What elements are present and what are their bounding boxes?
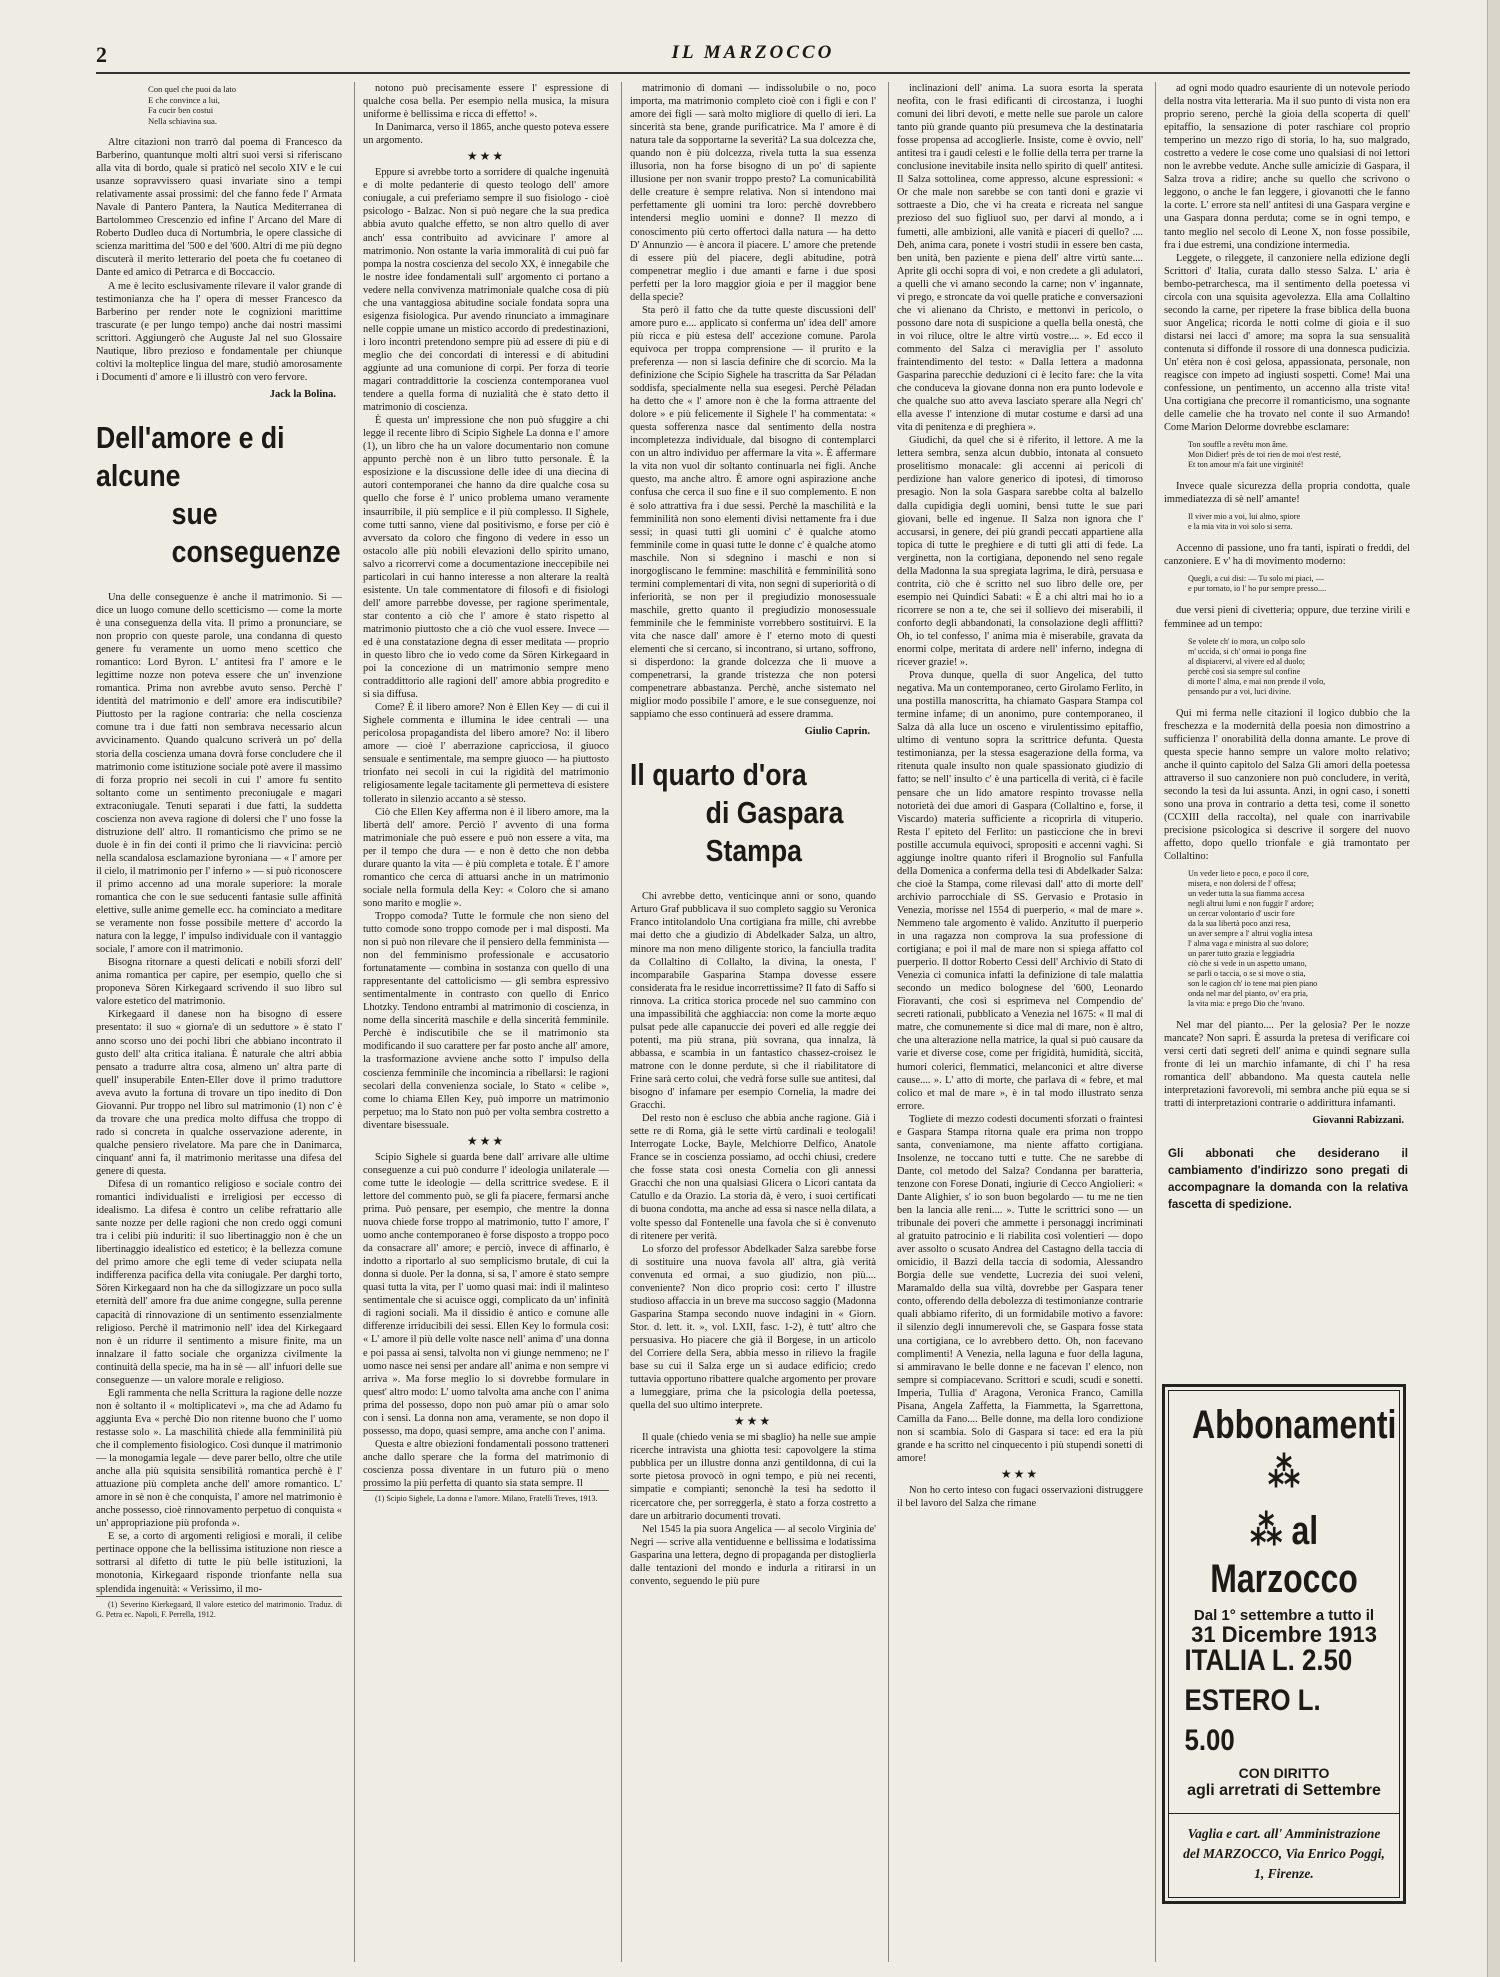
ad-frame xyxy=(1168,1390,1400,1898)
paragraph: Togliete di mezzo codesti documenti sforzati o fraintesi e Gaspara Stampa ritorna quale era prima non troppo santa, conveniamone, ma niente affatto cortigiana. Insolenze, ne toccano tutti e tutte. Che ne sarebbe di Dante, col metodo del Salza? Condanna per baratteria, tenzone con Forese Donati, ingiurie di Cecco Angiolieri: « Dante Alighier, s' io son buon begolardo — tu me ne tien ben la lancia alle reni.... ». Tutte le scrittrici sono — un tribunale dei poveri che ammette i personaggi incriminati al gratuito patrocinio e li riabilita così volentieri — dopo aver assolto o scusato Andrea del Castagno della taccia di omicidio, il Bazzi della taccia di sodomia, Alessandro Borgia delle sue vendette, Lucrezia dei suoi veleni, Maramaldo della sua viltà, dovrebbe per Gaspara tener conto, offerendo della debolezza di testimonianze contrarie quali abbiamo riferito, di un formidabile motivo a favore: il silenzio degli innumerevoli che, se Gaspara fosse stata una cortigiana, ce lo avrebbero detto. Oh, non facevano complimenti! A Venezia, nella laguna e fuor della laguna, si ammiravano le belle donne e ne facevan l' elenco, non sempre si compiacevano. Scrittori e scudi, scudi e sonetti. Imperia, Tullia d' Aragona, Veronica Franco, Camilla Pisana, Angela Zaffetta, la Fiammetta, la Sgarrettona, Camilla da Fano.... Belle donne, ma della loro condizione non si scambia. Solo di Gaspara si tace: ed era la più grande e ha scritto nel cinquecento i più stupendi sonetti di amore! xyxy=(897,1113,1143,1464)
paragraph: Prova dunque, quella di suor Angelica, del tutto negativa. Ma un contemporaneo, certo Girolamo Ferlito, in una postilla manoscritta, ha chiamato Gaspara Stampa col termine infame; di un anonimo, pure contemporaneo, il Salza dà alla luce un osceno e virulentissimo epitaffio, ultimo di ventuno sopra la scrittrice defunta. Questa testimonianza, per la stessa esagerazione della forma, va ritenuta quale insulto non quale spassionato giudizio di fatto; se nell' insulto c' è una particella di verità, ci è facile pensare che un lido amatore respinto trovasse nella notorietà dei due amori di Gaspara (Collaltino e, forse, il Viscardo) materia sufficiente a ricoprirla di vituperio. Resta l' epiteto del Ferlito: un pasticcione che in brevi postille accumula equivoci, spropositi e accenni vaghi. Si aggiunge inoltre quanto riferì il Brognolio sul Fanfulla della Domenica a conferma della tesi di Abdelkader Salza: che cioè la Stampa, come rilevasi dall' atto di morte dell' archivio parrocchiale di SS. Gervasio e Protasio in Venezia, morisse nel 1554 di puerperio, « mal de mare ». Nemmeno tale argomento è valido. Anzitutto il puerperio in una ragazza non comprova la sua professione di cortigiana; e poi il mal de mare non si spiega affatto col puerperio. Il dottor Roberto Cessi dell' Archivio di Stato di Venezia ci comunica infatti la definizione di tale malattia secondo un medico bolognese del '600, Leonardo Fioravanti, che così si esprimeva nel Compendio de' secreti rationali, pubblicato a Venezia nel 1675: « Il mal di matre, che comunemente si dice mal di mare, non è altro, che una alterazione nella matrice, la qual si può causare da varie et diverse cose, come per frigidità, humidità, siccità, humori colerici, flemmatici, melanconici et altre diverse cause.... ». L' atto di morte, che parlava di « febre, et mal colico et mal de mare », è in tal modo illustrato senza errore. xyxy=(897,670,1143,1112)
paragraph: Leggete, o rileggete, il canzoniere nella edizione degli Scrittori d' Italia, curata dallo stesso Salza. L' aria è bembo-petrarchesca, ma il sentimento della poetessa vi circola con una squisita agevolezza. Ella ama Collaltino secondo la carne, per ripetere la frase biblica della buona suor Angelica; ricorda le notti colme di gioia e il suo distarsi nei lacci d' amore; ma sopra la sua sensualità contenuta si diffonde il rossore di una donnesca pudicizia. Un' etèra non è così gelosa, appassionata, personale, non reagisce con impeto ad ingiusti sospetti. Come! Mai una confessione, un pentimento, un accenno alla triste vita! Una cortigiana che precorre il romanticismo, una sognante delle camelie che ha trovato nel conte il suo Armando! Come Marion Delorme dovrebbe esclamare: xyxy=(1164,252,1410,434)
footnote: (1) Severino Kierkegaard, Il valore estetico del matrimonio. Traduz. di G. Petra ec. Napoli, F. Perrella, 1912. xyxy=(96,1596,342,1620)
verse-quote: Ton souffle a revêtu mon âme. Mon Didier! près de toi rien de moi n'est resté, Et ton amour m'a fait une virginité! xyxy=(1188,440,1341,470)
paragraph: Una delle conseguenze è anche il matrimonio. Si — dice un luogo comune dello scetticismo — come la morte è una conseguenza della vita. Il primo a pronunciare, se non proprio con queste parole, una condanna di questo genere fu veramente un uomo meno scettico che romantico: Lord Byron. L' antitesi fra l' amore e le legittime nozze non poteva essere che un' invenzione romantica. Prima non avrebbe avuto senso. Perchè l' identità del matrimonio e dell' amore era indiscutibile? Piuttosto per la ragione contraria: che nella coscienza comune tra i due fatti non sembrava necessario alcun avvicinamento. Quando qualcuno scriverà un po' della storia della coscienza umana dovrà forse concludere che il matrimonio come istituzione sociale potè avere il massimo di forza proprio nei secoli in cui l' amore fu sentito soltanto come un sentimento preconiugale e magari extraconiugale. Tenuti separati i due fatti, la suddetta coscienza non aveva ragione di dolersi che l' uno fosse la distruzione dell' altro. Il romanticismo che primo se ne duole è in fin dei conti il primo che li riavvicina: perciò nella scandalosa esclamazione byroniana — « l' amore per il cielo, il matrimonio per l' inferno » — si può riconoscere il primo accenno ad una morale superiore: la morale romantica che con le sue seducenti fantasie sulle affinità elettive, sulle anime gemelle ecc. ha cominciato a meditare se veramente non fosse possibile mettere d' accordo la natura con la legge, l' impulso individuale con il vantaggio sociale, l' amore con il matrimonio. xyxy=(96,591,342,956)
verse-quote: Un veder lieto e poco, e poco il core, misera, e non dolersi de l' offesa; un veder tutta la sua fiamma accesa negli altrui lumi e non fuggir l' ardore; un cercar volontario d' uscir fore da la sua libertà poco anzi resa, un aver sempre a l' altrui voglia intesa l' alma vaga e ministra al suo dolore; un parer tutto grazia e leggiadria ciò che si vede in un aspetto umano, se parli o taccia, o se si move o stia, son le cagion ch' io tene mai pien piano onda nel mar del pianto, ov' era pria, la vita mia: e prego Dio che 'nvano. xyxy=(1188,869,1318,1009)
section-separator: ★★★ xyxy=(466,149,506,164)
paragraph: Lo sforzo del professor Abdelkader Salza sarebbe forse di sostituire una nuova favola all' altra, già verità convenuta ed ormai, a suo giudizio, non più.... conveniente? Non dico proprio così: certo l' illustre studioso affaccia in un breve ma succoso saggio (Madonna Gasparina Stampa secondo nuove indagini in « Giorn. Stor. d. lett. it. », vol. LXII, fasc. 1-2), è tutt' altro che persuasiva. Ho piacere che già il Borgese, in un articolo del Corriere della Sera, abbia messo in rilievo la fragile base su cui il Salza erge un sì audace edificio; credo tuttavia opportuno ribattere qualche argomento per provare a lumeggiare, prima che la psicologia della poetessa, quella del suo ultimo interprete. xyxy=(630,1243,876,1412)
paragraph: Invece quale sicurezza della propria condotta, quale immediatezza di sè nell' amante! xyxy=(1164,481,1410,506)
paragraph: Chi avrebbe detto, venticinque anni or sono, quando Arturo Graf pubblicava il suo completo saggio su Veronica Franco intitolandolo Una cortigiana fra mille, chi avrebbe mai detto che a giudizio di Abdelkader Salza, un altro, minore ma non meno diligente storico, la fanciulla tradita da Collaltino di Collalto, la divina, la onesta, l' incomparabile Gasparina Stampa dovesse essere considerata fra le residue incorrettissime? Il fato di Saffo si rinnova. La critica storica procede nel suo cammino con una impassibilità che agghiaccia: non come la morte æquo pulsat pede alle capanuccie dei poveri ed alle reggie dei potenti, ma più strana, più sovrana, qua innalza, là abbassa, e scambia in un fantastico chassez-croisez le matrone con le donne perdute, sì che il riabilitatore di Frine sarà certo colui, che vedrà forse sulle sue antitesi, dal bisogno d' infamare per esempio Cornelia, la madre dei Gracchi. xyxy=(630,891,876,1112)
page-edge xyxy=(1487,0,1500,1977)
paragraph: Nel mar del pianto.... Per la gelosia? Per le nozze mancate? Non sapri. È assurda la pretesa di verificare coi versi certi dati segreti dell' anima e quindi segnare sulla fronte di lei un marchio infamante, di chi l' ha resa romantica dell' abbandono. Ma questa cautela nelle interpretazioni favorevoli, mi sembra anche più equa se si tratti di interpretazioni contrarie o addirittura infamanti. xyxy=(1164,1020,1410,1110)
page-number: 2 xyxy=(96,42,107,67)
section-separator: ★★★ xyxy=(1000,1466,1040,1481)
headline-line-1: Il quarto d'ora xyxy=(630,757,807,793)
subscription-advertisement xyxy=(1162,1384,1406,1904)
ad-price-estero xyxy=(1169,1681,1367,1761)
paragraph: Sta però il fatto che da tutte queste discussioni dell' amore puro e.... applicato si conferma un' idea dell' amore più ricca e più estesa dell' accezione comune. Parola equivoca per troppa comprensione — il prurito e la preferenza — non si lascia definire che di scorcio. Ma la definizione che Scipio Sighele ha trascritta da Sar Péladan soddisfa, specialmente nella sua esegesi. Perchè Péladan ha detto che « l' amore non è che la forma attraente del dolore » e più felicemente il Sighele l' ha commentata: « questa sofferenza nasce dal sentimento della nostra incompletezza individuale, dal bisogno di contemplarci con un altro individuo per affermare la vita ». È affermare la vita non vuol dir soltanto continuarla nei figli. Anche questo, ma anche altro. È amore ogni aspirazione anche confusa che cerca il suo fine e il suo complemento. E non è solo attrattiva fra i due sessi. Perchè la maschilità e la femminilità non sono elementi divisi nettamente fra i due sessi; in quasi tutti gli uomini c' è qualche atomo femminile come in quasi tutte le donne c' è qualche atomo maschile. Non si sdegnino i maschi e non si inorgogliscano le femmine: maschilità e femminilità sono termini complementari di vita, non segni di superiorità o di inferiorità, se non per il pregiudizio monosessuale maschile, gretto quanto il pregiudizio monosessuale femminile che le femministe vorrebbero sostituirvi. E la vita che nasce dall' amore è l' eterno moto di questi elementi che si cercano, si incontrano, si urtano, soffrono, si disperdono: la grande dolcezza che li muove a compenetrarsi, la grande tristezza che non potersi compenetrare abbastanza. Perchè, anche sistemato nel miglior modo possibile l' amore, e le sue conseguenze, noi sappiamo che esso continuerà ad essere dramma. xyxy=(630,304,876,721)
paragraph: Del resto non è escluso che abbia anche ragione. Già i sette re di Roma, già le sette virtù cardinali e teologali! Interrogate Locke, Bayle, Melchiorre Delfico, Anatole France se in coscienza possiamo, ad occhi chiusi, credere che fosse stata così onesta Cornelia con gli annessi Gracchi che non una qualsiasi Glicera o Licori cantata da Catullo e da Orazio. La storia dà, è vero, i suoi certificati di buona condotta, ma anche ad essa si nasce nella dilata, a volte spesso dal Fontenelle una favola che si è convenuto di ritenere per verità. xyxy=(630,1113,876,1242)
article-headline xyxy=(630,756,875,870)
price-label: ESTERO L. xyxy=(1184,1684,1321,1718)
column-2 xyxy=(354,82,609,1962)
column-5 xyxy=(1155,82,1410,1962)
price-value: 5.00 xyxy=(1184,1724,1235,1758)
headline-line-1: Dell'amore e di alcune xyxy=(96,419,285,493)
ad-date: 31 Dicembre 1913 xyxy=(1191,1622,1377,1648)
ad-divider xyxy=(1169,1813,1399,1814)
column-4 xyxy=(888,82,1143,1962)
verse-quote: Il viver mio a voi, lui almo, spiore e la mia vita in voi solo si serra. xyxy=(1188,512,1301,532)
paragraph: Scipio Sighele si guarda bene dall' arrivare alle ultime conseguenze a cui può condurre l' ideologia unilaterale — come tutte le ideologie — della scrittrice svedese. E il lettore del commento può, se gli fa piacere, fermarsi anche prima. Può pensare, per esempio, che mentre la donna nuova chiede forse troppo al matrimonio, tutto l' amore, l' uomo anche contemporaneo è forse disposto a troppo poco da consacrare all' amore; e perciò, invece di affinarlo, è indotto a riportarlo al suo semplicismo brutale, di cui la donna si duole. Per la donna, si sa, l' amore è stato sempre quasi tutta la vita, per l' uomo quasi mai: indi il malinteso sentimentale che si acuisce oggi, complicato da un' infinità di ragioni sociali. Ma il dissidio è antico e comune alle differenze irriducibili dei sessi. Ellen Key lo formula così: « L' amore il più delle volte nasce nell' anima d' una donna e poi passa ai sensi, talvolta non vi giunge nemmeno; ne l' uomo nasce nei sensi per andare all' anima e non sempre vi arriva ». Ma forse meglio lo si dovrebbe formulare in quest' altro modo: L' uomo talvolta ama anche con l' anima prima del possesso, dopo non può amar più o amar solo con i sensi. La donna non ama, veramente, se non dopo il possesso, ma dopo, quasi sempre, ama anche con l' anima. xyxy=(363,1151,609,1437)
paragraph: Non ho certo inteso con fugaci osservazioni distruggere il bel lavoro del Salza che rimane xyxy=(897,1485,1143,1510)
column-3 xyxy=(621,82,876,1962)
paragraph: E se, a corto di argomenti religiosi e morali, il celibe pertinace oppone che la bellissima istituzione non riesce a sottrarsi al difetto di tutte le più belle istituzioni, la monotonia, Kirkegaard risponde trionfante nella sua splendida ingenuità: « Verissimo, il mo- xyxy=(96,1531,342,1595)
paragraph: due versi pieni di civetteria; oppure, due terzine virili e femminee ad un tempo: xyxy=(1164,605,1410,630)
subscriber-notice: Gli abbonati che desiderano il cambiamento d'indirizzo sono pregati di accompagnare la domanda con la relativa fascetta di spedizione. xyxy=(1168,1147,1408,1212)
paper-name: IL MARZOCCO xyxy=(671,42,835,63)
columns xyxy=(96,82,1410,1962)
masthead xyxy=(96,42,1410,68)
ad-arretrati: agli arretrati di Settembre xyxy=(1187,1782,1381,1800)
paragraph: Nel 1545 la pia suora Angelica — al secolo Virginia de' Negri — scrive alla ventiduenne e bellissima e lodatissima Gasparina una lettera, degno di propaganda per distoglierla dalle tentazioni del mondo e indurla a ritirarsi in un convento, seguendo le più pure xyxy=(630,1523,876,1587)
paragraph: matrimonio di domani — indissolubile o no, poco importa, ma matrimonio completo cioè con i figli e con l' amore dei figli — sarà molto migliore di quello di ieri. La sincerità sta bene, grande purificatrice. Ma l' amore è di natura tale da sopportarne la severità? La sua dolcezza che, quando non è più dolcezza, rivela tutta la sua essenza illusoria, non ha forse bisogno di un po' di sapiente illusione per non svanir troppo presto? La comunicabilità delle creature è sempre relativa. Non si intendono mai perfettamente gli uomini tra loro: perchè dovrebbero intendersi meglio uomini e donne? Il mezzo di conoscimento più certo offertoci dalla natura — ha detto D' Annunzio — è ancora il piacere. L' amore che pretende di essere più del piacere, degli abitudine, potrà compenetrar meglio i due amanti e farne i due sposi perfetti per la loro maggior gioia e per il maggior bene della specie? xyxy=(630,83,876,303)
paragraph: Questa e altre obiezioni fondamentali possono tratteneri anche dallo sperare che la forma del matrimonio di coscienza possa diventare in un futuro più o meno prossimo la più perfetta di quanto sia stata sempre. Il xyxy=(363,1438,609,1489)
section-separator: ★★★ xyxy=(466,1133,506,1148)
paragraph: Kirkegaard il danese non ha bisogno di essere presentato: il suo « giorna'e di un seduttore » è stato l' anno scorso uno dei pochi libri che abbiano incontrato il gusto dell' alta critica italiana. È naturale che altri abbia pensato a tradurre altra cosa, almeno un' altra parte di quell' insuperabile Enten-Eller dove il primo traduttore aveva avuto la fortuna di trovare un tipo inedito di Don Giovanni. Pur troppo nel libro sul matrimonio (1) non c' è da trovare che una predica molto diffusa che troppo di rado si concreta in qualche osservazione aderente, in qualche pensiero rivelatore. Ma pare che in Danimarca, cinquant' anni fa, il matrimonio meritasse una difesa del genere di questa. xyxy=(96,1009,342,1177)
ad-price-italia xyxy=(1169,1641,1367,1681)
price-value: 2.50 xyxy=(1302,1644,1353,1678)
headline-line-2: sue conseguenze xyxy=(171,495,341,569)
paragraph: Il quale (chiedo venia se mi sbaglio) ha nelle sue ampie ricerche intravista una ghiotta tesi: capovolgere la stima pubblica per un illustre donna anzi gentildonna, di cui la sorte pietosa provocò in ogni tempo, e più nei recenti, simpatie e compianti; senonchè la tesi ha sedotto il ricercatore che, per sorreggerla, è stato a forza costretto a dare un arbitrario documenti trovati. xyxy=(630,1432,876,1522)
paragraph: Giudichi, da quel che si è riferito, il lettore. A me la lettera sembra, senza alcun dubbio, intonata al consueto proselitismo monacale: gli accenni ai pericoli di perdizione han valore generico di ipotesi, di timoroso presagio. Non la sola Gaspara sarebbe colta al balzello dalla cupidigia degli uomini, bensì tutte le sue pari giovani, belle ed ingenue. Il Salza non ignora che l' accusarsi, in genere, dei più grandi peccati appartiene alla topica di tutte le preghiere e di tutti gli atti di fede. La verginetta, non la cortigiana, deponendo nel seno regale della Madonna la sua spregiata lagrima, le dirà, persuasa e contrita, ciò che è scritto nel suo libro delle ore, per esempio nei Quindici Sabati: « È a chi altri mai ho io a ricorrere se non a te, che sei il sollievo dei miserabili, il conforto degli abbandonati, la consolazione degli afflitti? Oh, io tel confesso, l' anima mia è miserabile, gravata da enormi colpe, meritata di ardere nell' inferno, indegna di ricever grazie! ». xyxy=(897,435,1143,669)
author-signature: Giovanni Rabizzani. xyxy=(1312,1115,1404,1127)
paragraph: Eppure si avrebbe torto a sorridere di qualche ingenuità e di molte pedanterie di questo teologo dell' amore coniugale, a cui preferiamo sempre il suo fisiologo - cioè psicologo - Balzac. Non si può negare che la sua predica abbia avuto qualche effetto, se non altro quello di aver anch' essa contribuito ad avvicinare l' amore al matrimonio. Non ostante la varia immoralità di cui può far pompa la nostra coscienza del secolo XX, è innegabile che le nostre idee fondamentali sull' argomento ci portano a vedere nella convivenza matrimoniale qualche cosa di più che una vantaggiosa abitudine sociale fondata sopra una esigenza fisiologica. Pur avendo rinunciato a immaginare nelle coppie umane un mistico accordo di predestinazioni, i loro incontri pretendono sempre più ad essere di più e di meglio che dei concordati di interessi e di abitudini aggiunte ad una comunione di corpi. Per forza di teorie magari contraddittorie la coscienza contemporanea vuol tendere a quella forma di nuzialità che è stato detto il matrimonio di coscienza. xyxy=(363,167,609,414)
verse-quote: Con quel che puoi da lato E che convince a lui, Fa cucir ben costui Nella schiavina sua. xyxy=(148,84,237,126)
verse-quote: Se volete ch' io mora, un colpo solo m' uccida, si ch' ormai io ponga fine al dispiacervi, al vivere ed al duolo; perchè così sia sempre sul confine di morte l' alma, e mai non prende il volo, pensando pur a voi, luci divine. xyxy=(1188,636,1326,696)
verse-quote: Quegli, a cui disi: — Tu solo mi piaci, — e pur tornato, io l' ho pur sempre presso.... xyxy=(1188,574,1327,594)
paragraph: A me è lecito esclusivamente rilevare il valor grande di testimonianza che ha l' opera di messer Francesco da Barberino per render note le cognizioni marittime trascurate (e per lungo tempo) anche dai nostri massimi scrittori. Aggiungerò che Auguste Jal nel suo Glossaire Nautique, libro prezioso e fondamentale per chiunque coltivi la molteplice lingua del mare, studiò amorosamente i Documenti d' amore e li illustrò con vero fervore. xyxy=(96,280,342,383)
column-1 xyxy=(96,82,342,1962)
author-signature: Giulio Caprin. xyxy=(804,726,870,738)
article-headline xyxy=(96,419,341,571)
paragraph: Altre citazioni non trarrò dal poema di Francesco da Barberino, quantunque molti altri suoi versi si riferiscano alla vita di bordo, quale si praticò nel secolo XIV e le cui usanze sopravvissero quasi invariate sino a tempi relativamente assai prossimi: del che fanno fede l' Armata Navale di Pantero Pantera, la Nautica Mediterranea di Bartolommeo Crescenzio ed infine l' Arcano del Mare di Roberto Dudleo duca di Nortumbria, le opere classiche di scienza marittima del '500 e del '600. Altri di me più degno discuterà il merito letterario del poeta che fu coetaneo di Dante ed amico di Petrarca e di Boccaccio. xyxy=(96,137,342,279)
paragraph: Bisogna ritornare a questi delicati e nobili sforzi dell' anima romantica per capire, per esempio, quello che si proponeva Sören Kirkegaard scrivendo il suo libro sul valore estetico del matrimonio. xyxy=(96,957,342,1008)
paragraph: Come? È il libero amore? Non è Ellen Key — di cui il Sighele commenta e illumina le idee centrali — una pericolosa propagandista del libero amore? No: il libero amore — cioè l' aberrazione capricciosa, il giuoco sensuale e sentimentale, ma sempre giuoco — ha piuttosto trionfato nei secoli in cui la rigidità del matrimonio religiosamente legale tacitamente gli permetteva di esistere tollerato in silenzio accanto a sè stesso. xyxy=(363,702,609,805)
paragraph: In Danimarca, verso il 1865, anche questo poteva essere un argomento. xyxy=(363,122,609,147)
author-signature: Jack la Bolina. xyxy=(269,388,336,400)
ad-period: Dal 1° settembre a tutto il xyxy=(1193,1607,1375,1624)
paragraph: ad ogni modo quadro esauriente di un notevole periodo della nostra vita letteraria. Ma il suo punto di vista non era proprio sereno, perchè la gioia della scoperta di quell' epitaffio, la sensazione di poter raschiare col proprio temperino un mezzo rigo di storia, lo ha, suo malgrado, costretto a vedere le cose come uno qualsiasi di noi lettori non le avrebbe vedute. Anche sulle amicizie di Gaspara, il Salza trova a ridire; anche su quello che scrivono o leggono, o anche le fan leggere, i giovanotti che le fanno la corte. L' errore sta nell' antitesi di una Gaspara vergine e una Gaspara donna perduta; come se in ogni tempo, e tanto meglio nel secolo di Leone X, non fosse possibile, fra i due estremi, una condizione intermedia. xyxy=(1164,83,1410,251)
paragraph: Difesa di un romantico religioso e sociale contro dei romantici individualisti e irreligiosi per eccesso di idealismo. La difesa è contro un celibe refrattario alle sante nozze per delle ragioni che non credo oggi comuni tra i celibi più induriti: il suo libertinaggio non è che un libertinaggio idealistico ed estetico; è la bellezza comune del primo amore che egli teme di veder sciupata nella indifferenza pacifica della vita coniugale. Per darghi torto, Sören Kirkegaard non ha che da sillogizzare un poco sulla eternità dell' amore fra due anime congegne, sulla perenne capacità di rinnovazione di un sentimento essenzialmente religioso. Perchè il matrimonio nell' idea del Kirkegaard non è un ridurre il sentimento a misure finite, ma un innalzare il fatto sociale che organizza civilmente la continuità della specie, ma ha in sè — all' infuori delle sue conseguenze — un valore morale e religioso. xyxy=(96,1179,342,1386)
paragraph: Ciò che Ellen Key afferma non è il libero amore, ma la libertà dell' amore. Perciò l' avvento di una forma matrimoniale che può essere e può non essere a vita, ma per il tempo che dura — e non è detto che non debba durare quanto la vita — è più completa e totale. È l' amore romantico che cerca di attuarsi anche in un matrimonio sociale nella formula della Key: « Coloro che si amano sono marito e moglie ». xyxy=(363,806,609,909)
section-separator: ★★★ xyxy=(733,1414,773,1429)
paragraph: Troppo comoda? Tutte le formule che non sieno del tutto comode sono troppo comode per i mal disposti. Ma non si può non rilevare che il pensiero della femminista — non del femminismo professionale e accusatorio fortunatamente — combina in sostanza con quello di una rappresentante del cattolicismo — gli sembra espressivo sentimentalmente in contrasto con quello di Enrico Lhotzky. Tendono entrambi al matrimonio di coscienza, in nome della sincerità maschile e della sincerità femminile. Perchè è indiscutibile che se il matrimonio sta modificando il suo carattere per far posto anche all' amore, la trasformazione avviene anche sotto l' impulso della coscienza femminile che incomincia a ribellarsi: le ragioni secolari della convenienza sociale, lo Stato « celibe », come lo chiama Ellen Key, può imporre un matrimonio perpetuo; ma lo Stato non può per volta sembra costretto a diventare bisessuale. xyxy=(363,910,609,1131)
price-label: ITALIA L. xyxy=(1184,1644,1295,1678)
paragraph: inclinazioni dell' anima. La suora esorta la sperata neofita, con le frasi edificanti di circostanza, i luoghi comuni dei libri devoti, e mette nelle sue parole un calore tanto più grande quanto più presumeva che la destinataria fosse propensa ad accoglierle. Insiste, come è ovvio, nell' antitesi tra i gaudi celesti e le follie della terra per trarne la conclusione inevitabile insita nello spirito di quell' antitesi. Il Salza sottolinea, come appresso, alcune espressioni: « Or che male non sarebbe se con tanti doni e grazie vi sottraeste a Dio, che vi ha creata e ricreata nel sangue prezioso del suo figliuol suo, per darvi al mondo, a i fumetti, alle ambizioni, alle vanità e piaceri di quello? .... Deh, anima cara, ponete i vostri studii in essere ben casta, ben unità, ben paziente e piena dell' altre virtù sante.... Aprite gli occhi sopra di voi, e non credete a gli adulatori, a quelli che vi amano secondo la carne; non v' ingannate, vi prego, e stroncate da voi quelle pratiche e conversazioni che vi alienano da Christo, e mettonvi in pericolo, o possono dare nota di suspicione a quella bella onestà, che in voi riluce, oltre le altre virtù vostre.... ». Ed ecco il commento del Salza ci meraviglia per l' assoluto fraintendimento del testo: « Dalla lettera a madonna Gasparina parecchie deduzioni ci è lecito fare: che la vita che conduceva la giovane donna non era punto lodevole e che qualche suo atto aveva lasciato sperare alla Negri ch' ella avesse l' intenzione di mutar costume e darsi ad una vita di penitenza e di preghiera ». xyxy=(897,83,1143,434)
headline-line-2: di Gaspara Stampa xyxy=(705,795,844,869)
paragraph: Egli rammenta che nella Scrittura la ragione delle nozze non è soltanto il « moltiplicatevi », ma che ad Adamo fu aggiunta Eva « perchè Dio non ritenne buono che l' uomo restasse solo ». La maschilità chiede alla femminilità più che il complemento fisiologico. Così dunque il matrimonio — la monogamia legale — deve parer bello, oltre che utile anche alla più squisita sensibilità romantica perchè è l' attuazione più completa anche dell' amore romantico. L' amore in sè non è che conquista, l' amore nel matrimonio è anche possesso, cioè rinnovamento perpetuo di conquista « un' appropriazione più profonda ». xyxy=(96,1387,342,1530)
ad-title-line-1: Abbonamenti ⁂ xyxy=(1192,1403,1397,1495)
paragraph: È questa un' impressione che non può sfuggire a chi legge il recente libro di Scipio Sighele La donna e l' amore (1), un libro che ha un valore documentario non comune appunto perchè non è un libro tutto personale. È la esposizione e la discussione delle idee di una diecina di autori contemporanei che hanno da dire qualche cosa su quello che forse è l' unico problema umano veramente insaurribile, il più semplice e il più complesso. Il Sighele, come tutti sanno, viene dal positivismo, e forse per ciò è avversato da coloro che fingono di vedere in esso un ostacolo alle più nobili elevazioni dello spirito umano, salvo a ricorrervi come a documentazione ineccepibile nei particolari in cui hanno interesse a non alterare la realtà esistente. Un tale commentatore di filosofi e di fisiologi dell' amore parrebbe dovesse, per ragione sperimentale, star contento a ciò che l' amore è stato rispetto al matrimonio piuttosto che a ciò che vuol essere. Invece — ed è una constatazione degna di esser meditata — proprio in questo libro che io vedo come da Sören Kirkegaard in poi la concezione di un matrimonio sempre meno contraddittorio alle ragioni dell' amore abbia progredito e si sia diffusa. xyxy=(363,415,609,701)
masthead-rule xyxy=(96,72,1410,74)
footnote: (1) Scipio Sighele, La donna e l'amore. Milano, Fratelli Treves, 1913. xyxy=(363,1490,609,1504)
ad-contact: Vaglia e cart. all' Amministrazione del MARZOCCO, Via Enrico Poggi, 1, Firenze. xyxy=(1183,1826,1385,1882)
paragraph: Accenno di passione, uno fra tanti, ispirati o freddi, del canzoniere. E v' ha di movimento moderno: xyxy=(1164,543,1410,568)
paragraph: Qui mi ferma nelle citazioni il logico dubbio che la freschezza e la modernità della poesia non dimostrino a sufficienza l' onorabilità della donna amante. Le prove di questa specie hanno sempre un valore molto relativo; anche il quinto capitolo del Salza Gli amori della poetessa attraverso il suo canzoniere non può concludere, in verità, secondo la tesi da lui assunta. Anzi, in ogni caso, i sonetti sono una prova in contrario a detta tesi, come il sonetto (CCXIII della raccolta), nel quale con inarrivabile precisione psicologica si descrive il sorgere del nuovo affetto, dopo quello trionfale e già tramontato per Collaltino: xyxy=(1164,707,1410,863)
ad-con-diritto: CON DIRITTO xyxy=(1238,1765,1330,1782)
ad-title-line-2: ⁂ al Marzocco xyxy=(1210,1509,1358,1601)
paragraph: notono può precisamente essere l' espressione di qualche cosa bella. Per esempio nella musica, la misura uniforme è bellissima e ricca di effetto! ». xyxy=(363,83,609,121)
